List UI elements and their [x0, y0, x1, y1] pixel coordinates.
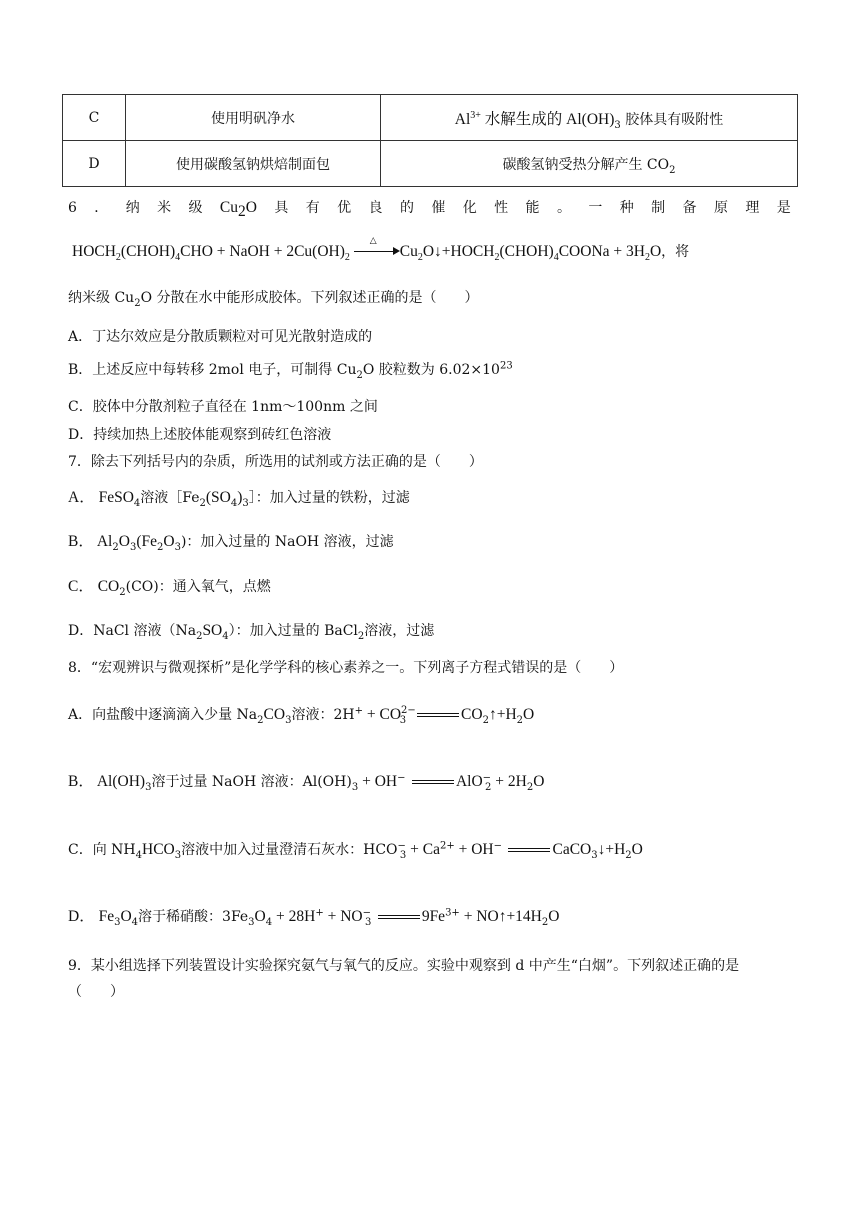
equals-sign-icon: [508, 847, 550, 853]
answer-table: [62, 94, 798, 187]
q8-option-d: D． $Fe_3O_4$溶于稀硝酸：$3Fe_3O_4 + 28H^+ + NO^-_3$ $9Fe^{3+}$ + $NO↑+14H_2O$: [68, 907, 560, 928]
q6-option-d: D．持续加热上述胶体能观察到砖红色溶液: [68, 427, 332, 443]
q9-answer-paren: （ ）: [68, 984, 124, 1000]
equals-sign-icon: [412, 779, 454, 785]
q6-option-b: B．上述反应中每转移 2mol 电子，可制得 $Cu_2O$ 胶粒数为 $6.02\times 10^{23}$: [68, 360, 513, 381]
q6-option-a: A．丁达尔效应是分散质颗粒对可见光散射造成的: [68, 329, 373, 345]
q6-line3: 纳米级 $Cu_2O$ 分散在水中能形成胶体。下列叙述正确的是（ ）: [68, 290, 479, 309]
q8-option-c: C．向 $NH_4HCO_3$溶液中加入过量澄清石灰水：$HCO^-_3 + Ca^{2+} + OH^-$ $CaCO_3↓+H_2O$: [68, 840, 643, 861]
q9-stem: 9．某小组选择下列装置设计实验探究氨气与氧气的反应。实验中观察到 d 中产生“白烟”。下列叙述正确的是: [68, 958, 740, 974]
q7-option-d: D．NaCl 溶液$(Na_2SO_4)$：加入过量的 BaCl$_2$溶液，过滤: [68, 622, 435, 642]
q7-option-b: B． $Al_2O_3(Fe_2O_3)$：加入过量的 NaOH 溶液，过滤: [68, 533, 394, 553]
q8-option-a: A．向盐酸中逐滴滴入少量 $Na_2CO_3$溶液：$2H^+ + CO^{2-}_3$ $CO_2↑+H_2O$: [68, 705, 535, 726]
q7-option-a: A． FeSO$_4$溶液$[Fe_2(SO_4)_3]$：加入过量的铁粉，过滤: [68, 489, 410, 509]
row-operation: 使用碳酸氢钠烘焙制面包: [126, 141, 381, 187]
q7-option-c: C． $CO_2(CO)$：通入氧气，点燃: [68, 578, 271, 598]
q6-stem: 6．纳米级$Cu_2O$具有优良的催化性能。一种制备原理是: [68, 199, 809, 220]
table-row: [63, 95, 798, 141]
row-reason: $Al^{3+}$ 水解生成的 $Al(OH)_3$ 胶体具有吸附性: [381, 95, 798, 141]
table-row: [63, 141, 798, 187]
equals-sign-icon: [417, 712, 459, 718]
q8-stem: 8．“宏观辨识与微观探析”是化学学科的核心素养之一。下列离子方程式错误的是（ ）: [68, 660, 624, 676]
q6-equation: $HOCH_2(CHOH)_4CHO$ + NaOH + $2Cu(OH)_2$ △ $Cu_2O↓+HOCH_2(CHOH)_4COONa + 3H_2O$，将: [72, 235, 690, 264]
q8-option-b: B． $Al(OH)_3$溶于过量 NaOH 溶液：$Al(OH)_3 + OH^-$ $AlO^-_2 + 2H_2O$: [68, 772, 545, 793]
equals-sign-icon: [378, 914, 420, 920]
heat-arrow-icon: △: [354, 247, 400, 257]
q6-option-c: C．胶体中分散剂粒子直径在 1nm～100nm 之间: [68, 399, 378, 415]
row-reason: 碳酸氢钠受热分解产生 $CO_2$: [381, 141, 798, 187]
q7-stem: 7．除去下列括号内的杂质，所选用的试剂或方法正确的是（ ）: [68, 454, 483, 470]
row-label: D: [63, 141, 126, 187]
row-operation: 使用明矾净水: [126, 95, 381, 141]
row-label: C: [63, 95, 126, 141]
